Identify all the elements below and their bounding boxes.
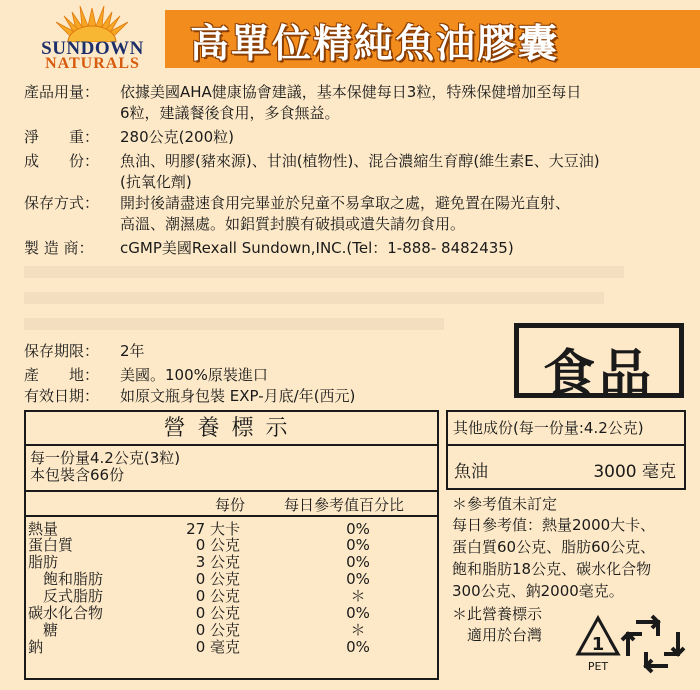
shelf-label: 保存期限：: [24, 342, 100, 360]
nutrient-daily-value: ＊: [350, 621, 366, 639]
nutrient-daily-value: 0%: [346, 604, 370, 622]
nutrient-name: 碳水化合物: [28, 604, 104, 622]
note-line: ＊參考值未訂定: [452, 495, 558, 513]
nutrient-name: 反式脂肪: [28, 587, 104, 605]
note-line: 蛋白質60公克、脂肪60公克、: [452, 538, 656, 556]
usage-value-line1: 依據美國AHA健康協會建議，基本保健每日3粒，特殊保健增加至每日: [120, 83, 582, 101]
nutrient-per-serving: 0 公克: [195, 536, 240, 554]
faded-text-shadow: [24, 262, 674, 332]
weight-label: 淨 重：: [24, 128, 100, 146]
ingredients-value-line1: 魚油、明膠(豬來源)、甘油(植物性)、混合濃縮生育醇(維生素E、大豆油): [120, 152, 600, 170]
nutrient-per-serving: 0 公克: [195, 621, 240, 639]
expiry-label: 有效日期：: [24, 387, 100, 405]
storage-value-line2: 高溫、潮濕處。如鋁質封膜有破損或遺失請勿食用。: [120, 215, 466, 233]
nutrient-daily-value: 0%: [346, 638, 370, 656]
nutrient-per-serving: 27 大卡: [186, 520, 240, 538]
note-line: 300公克、鈉2000毫克。: [452, 582, 624, 600]
serving-size: 每一份量4.2公克(3粒): [30, 449, 181, 467]
nutrient-per-serving: 0 公克: [195, 570, 240, 588]
weight-value: 280公克(200粒): [120, 128, 234, 146]
recycle-arrows-icon: [622, 616, 684, 672]
food-badge: [514, 323, 684, 405]
nutrient-daily-value: 0%: [346, 520, 370, 538]
recycle-number: 1: [591, 634, 605, 655]
nutrient-name: 鈉: [28, 638, 44, 656]
maker-label: 製 造 商：: [24, 239, 94, 257]
nutrient-name: 糖: [28, 621, 59, 639]
nutrient-per-serving: 3 公克: [195, 553, 240, 571]
nutrient-daily-value: 0%: [346, 553, 370, 571]
brand-logo: [20, 2, 165, 72]
col-per-serving: 每份: [215, 496, 246, 514]
product-title: 高單位精純魚油膠囊: [190, 22, 560, 67]
nutrient-name: 熱量: [28, 520, 59, 538]
sun-icon: [20, 2, 165, 42]
nutrient-daily-value: 0%: [346, 536, 370, 554]
servings-per-pack: 本包裝含66份: [30, 466, 125, 484]
note-line: 飽和脂肪18公克、碳水化合物: [452, 560, 652, 578]
nutrient-name: 飽和脂肪: [28, 570, 104, 588]
nutrient-name: 蛋白質: [28, 536, 74, 554]
shelf-value: 2年: [120, 342, 145, 360]
other-ingredients-box: [446, 410, 686, 490]
other-ingredients-head: 其他成份(每一份量:4.2公克): [448, 412, 684, 446]
col-daily-value: 每日參考值百分比: [284, 496, 405, 514]
recycle-pet-label: PET: [587, 660, 609, 673]
brand-line2: NATURALS: [45, 55, 140, 72]
other-ingredient-name: 魚油: [454, 462, 488, 482]
expiry-value: 如原文瓶身包裝 EXP-月底/年(西元): [120, 387, 356, 405]
usage-label: 產品用量：: [24, 83, 100, 101]
origin-value: 美國。100%原裝進口: [120, 366, 268, 384]
note-line: 每日參考值：熱量2000大卡、: [452, 516, 656, 534]
nutrient-per-serving: 0 公克: [195, 587, 240, 605]
recycle-symbols: [566, 610, 686, 680]
nutrient-per-serving: 0 公克: [195, 604, 240, 622]
storage-value-line1: 開封後請盡速食用完畢並於兒童不易拿取之處，避免置在陽光直射、: [120, 194, 571, 212]
origin-label: 產 地：: [24, 366, 100, 384]
divider: [26, 515, 437, 517]
nutrient-daily-value: ＊: [350, 587, 366, 605]
recycle-pet-icon: [566, 610, 686, 680]
nutrient-name: 脂肪: [28, 553, 59, 571]
maker-value: cGMP美國Rexall Sundown,INC.(Tel：1-888- 8482435): [120, 239, 514, 257]
note-line: 適用於台灣: [452, 626, 543, 644]
nutrient-per-serving: 0 毫克: [195, 638, 240, 656]
serving-info: [30, 450, 180, 484]
header: [0, 0, 700, 74]
food-badge-text: 食品: [542, 345, 655, 405]
ingredients-label: 成 份：: [24, 152, 100, 170]
divider: [26, 490, 437, 492]
brand-line1: SUNDOWN: [41, 38, 144, 59]
ingredients-value-line2: (抗氧化劑): [120, 173, 192, 191]
other-ingredient-value: 3000 毫克: [593, 462, 676, 482]
nutrient-daily-value: 0%: [346, 570, 370, 588]
storage-label: 保存方式：: [24, 194, 100, 212]
usage-value-line2: 6粒，建議餐後食用，多食無益。: [120, 104, 340, 122]
note-line: ＊此營養標示: [452, 605, 543, 623]
nutrition-title: 營養標示: [26, 412, 437, 446]
